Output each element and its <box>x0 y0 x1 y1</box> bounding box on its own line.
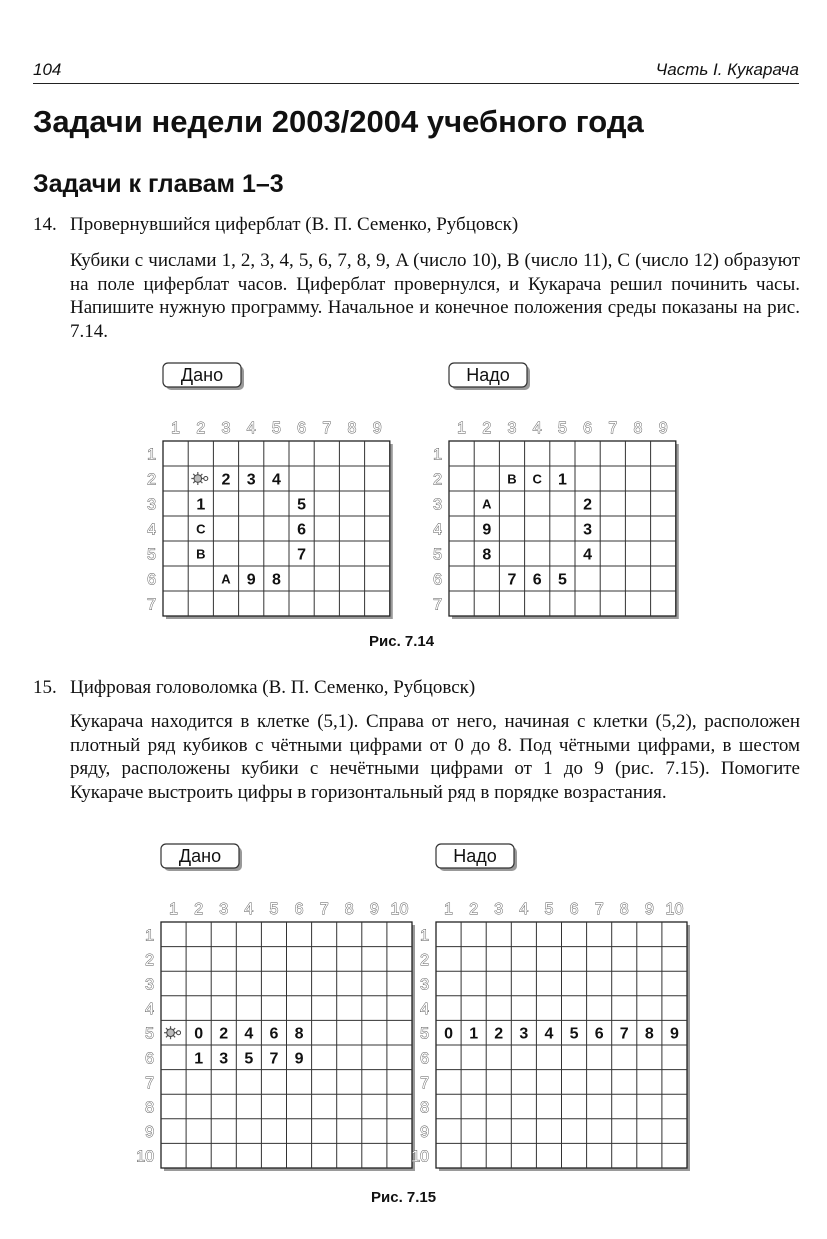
problem-number: 14. <box>33 214 57 235</box>
column-label: 7 <box>608 420 618 437</box>
cell-cube: 2 <box>221 471 231 489</box>
column-label: 2 <box>196 420 206 437</box>
cell-cube: 6 <box>269 1025 279 1043</box>
row-label: 7 <box>433 596 442 614</box>
cell-cube: C <box>532 471 542 487</box>
svg-text:Дано: Дано <box>180 365 224 385</box>
row-label: 5 <box>145 1025 154 1043</box>
figure-caption: Рис. 7.14 <box>369 633 435 650</box>
row-label: 7 <box>420 1074 429 1092</box>
cell-cube: C <box>196 521 206 537</box>
running-header: Часть I. Кукарача <box>655 60 799 79</box>
row-label: 4 <box>433 521 442 539</box>
column-label: 8 <box>619 901 629 918</box>
column-label: 3 <box>221 420 231 437</box>
column-label: 7 <box>322 420 332 437</box>
column-label: 4 <box>244 901 254 918</box>
cell-cube: 4 <box>544 1025 554 1043</box>
problem-heading: Цифровая головоломка (В. П. Семенко, Рубцовск) <box>70 677 476 698</box>
row-label: 4 <box>420 1001 429 1019</box>
cell-cube: 6 <box>594 1025 604 1043</box>
column-label: 1 <box>444 901 454 918</box>
row-label: 6 <box>420 1050 429 1068</box>
figure-caption: Рис. 7.15 <box>371 1189 437 1206</box>
row-label: 8 <box>145 1099 154 1117</box>
problem-heading: Провернувшийся циферблат (В. П. Семенко, Рубцовск) <box>70 214 519 235</box>
column-label: 5 <box>271 420 281 437</box>
svg-text:Дано: Дано <box>178 846 222 866</box>
column-label: 7 <box>319 901 329 918</box>
cell-cube: 1 <box>196 496 206 514</box>
cell-cube: 9 <box>246 571 256 589</box>
row-label: 1 <box>147 446 156 464</box>
problem-14-text: Кубики с числами 1, 2, 3, 4, 5, 6, 7, 8, 9, A (число 10), B (число 11), C (число 12) образуют на поле циферблат часов. Циферблат провернулся, и Кукарача решил починить часы. Напишите нужную программу. Начальное и конечное положения среды показаны на рис. 7.14. <box>70 250 800 342</box>
given-label <box>161 844 242 871</box>
svg-text:Надо: Надо <box>453 846 497 866</box>
column-label: 6 <box>569 901 579 918</box>
cell-cube: 8 <box>271 571 281 589</box>
row-label: 6 <box>147 571 156 589</box>
column-label: 7 <box>594 901 604 918</box>
column-label: 8 <box>633 420 643 437</box>
row-label: 1 <box>420 927 429 945</box>
column-label: 5 <box>269 901 279 918</box>
row-label: 10 <box>411 1148 429 1166</box>
row-label: 7 <box>145 1074 154 1092</box>
cell-cube: 9 <box>294 1050 304 1068</box>
column-label: 5 <box>557 420 567 437</box>
column-label: 4 <box>246 420 256 437</box>
row-label: 9 <box>145 1124 154 1142</box>
cell-cube: 5 <box>569 1025 579 1043</box>
cell-cube: 6 <box>532 571 542 589</box>
row-label: 3 <box>420 976 429 994</box>
cell-cube: 1 <box>557 471 567 489</box>
row-label: 4 <box>145 1001 154 1019</box>
cell-cube: 1 <box>469 1025 479 1043</box>
section-title: Задачи к главам 1–3 <box>33 170 284 198</box>
row-label: 7 <box>147 596 156 614</box>
cell-cube: 8 <box>482 546 492 564</box>
column-label: 2 <box>469 901 479 918</box>
column-label: 6 <box>583 420 593 437</box>
cell-cube: 1 <box>194 1050 204 1068</box>
row-label: 1 <box>433 446 442 464</box>
goal-label <box>436 844 517 871</box>
column-label: 6 <box>297 420 307 437</box>
row-label: 3 <box>147 496 156 514</box>
row-label: 6 <box>145 1050 154 1068</box>
cell-cube: 2 <box>583 496 593 514</box>
cell-cube: 5 <box>244 1050 254 1068</box>
cell-cube: 4 <box>271 471 281 489</box>
page-number: 104 <box>33 60 62 79</box>
cell-cube: 3 <box>583 521 593 539</box>
cell-cube: 5 <box>557 571 567 589</box>
row-label: 9 <box>420 1124 429 1142</box>
svg-text:Надо: Надо <box>466 365 510 385</box>
column-label: 4 <box>519 901 529 918</box>
row-label: 2 <box>420 951 429 969</box>
column-label: 3 <box>494 901 504 918</box>
column-label: 1 <box>171 420 181 437</box>
cell-cube: 7 <box>269 1050 279 1068</box>
column-label: 1 <box>457 420 467 437</box>
cell-cube: 9 <box>669 1025 679 1043</box>
column-label: 9 <box>658 420 668 437</box>
column-label: 3 <box>219 901 229 918</box>
cell-cube: 4 <box>583 546 593 564</box>
cell-cube: 5 <box>297 496 307 514</box>
column-label: 6 <box>294 901 304 918</box>
cell-cube: 6 <box>297 521 307 539</box>
cell-cube: 2 <box>494 1025 504 1043</box>
cell-cube: 8 <box>294 1025 304 1043</box>
cell-cube: 3 <box>219 1050 229 1068</box>
page-title: Задачи недели 2003/2004 учебного года <box>33 104 644 139</box>
column-label: 9 <box>372 420 382 437</box>
row-label: 10 <box>136 1148 154 1166</box>
row-label: 1 <box>145 927 154 945</box>
cell-cube: 9 <box>482 521 492 539</box>
column-label: 9 <box>644 901 654 918</box>
row-label: 2 <box>147 471 156 489</box>
row-label: 3 <box>145 976 154 994</box>
cell-cube: A <box>482 496 492 512</box>
cell-cube: 2 <box>219 1025 229 1043</box>
cell-cube: 3 <box>519 1025 529 1043</box>
problem-15-text: Кукарача находится в клетке (5,1). Справа от него, начиная с клетки (5,2), расположен плотный ряд кубиков с чётными цифрами от 0 до 8. Под чётными цифрами, в шестом ряду, расположены кубики с нечётными цифрами от 1 до 9 (рис. 7.15). Помогите Кукараче выстроить цифры в горизонтальный ряд в порядке возрастания. <box>70 711 800 803</box>
column-label: 4 <box>532 420 542 437</box>
cell-cube: 4 <box>244 1025 254 1043</box>
row-label: 2 <box>145 951 154 969</box>
column-label: 10 <box>665 901 684 918</box>
cell-cube: 7 <box>507 571 517 589</box>
cell-cube: A <box>221 571 231 587</box>
cell-cube: 0 <box>194 1025 204 1043</box>
row-label: 5 <box>147 546 156 564</box>
row-label: 4 <box>147 521 156 539</box>
column-label: 2 <box>194 901 204 918</box>
column-label: 1 <box>169 901 179 918</box>
cell-cube: B <box>507 471 517 487</box>
column-label: 10 <box>390 901 409 918</box>
row-label: 5 <box>420 1025 429 1043</box>
column-label: 2 <box>482 420 492 437</box>
cell-cube: 0 <box>444 1025 454 1043</box>
column-label: 8 <box>344 901 354 918</box>
column-label: 5 <box>544 901 554 918</box>
cell-cube: 8 <box>644 1025 654 1043</box>
row-label: 5 <box>433 546 442 564</box>
cell-cube: 7 <box>297 546 307 564</box>
row-label: 3 <box>433 496 442 514</box>
cell-cube: B <box>196 546 206 562</box>
row-label: 8 <box>420 1099 429 1117</box>
cell-cube: 7 <box>619 1025 629 1043</box>
row-label: 6 <box>433 571 442 589</box>
column-label: 3 <box>507 420 517 437</box>
problem-number: 15. <box>33 677 57 698</box>
row-label: 2 <box>433 471 442 489</box>
column-label: 8 <box>347 420 357 437</box>
cell-cube: 3 <box>246 471 256 489</box>
column-label: 9 <box>369 901 379 918</box>
